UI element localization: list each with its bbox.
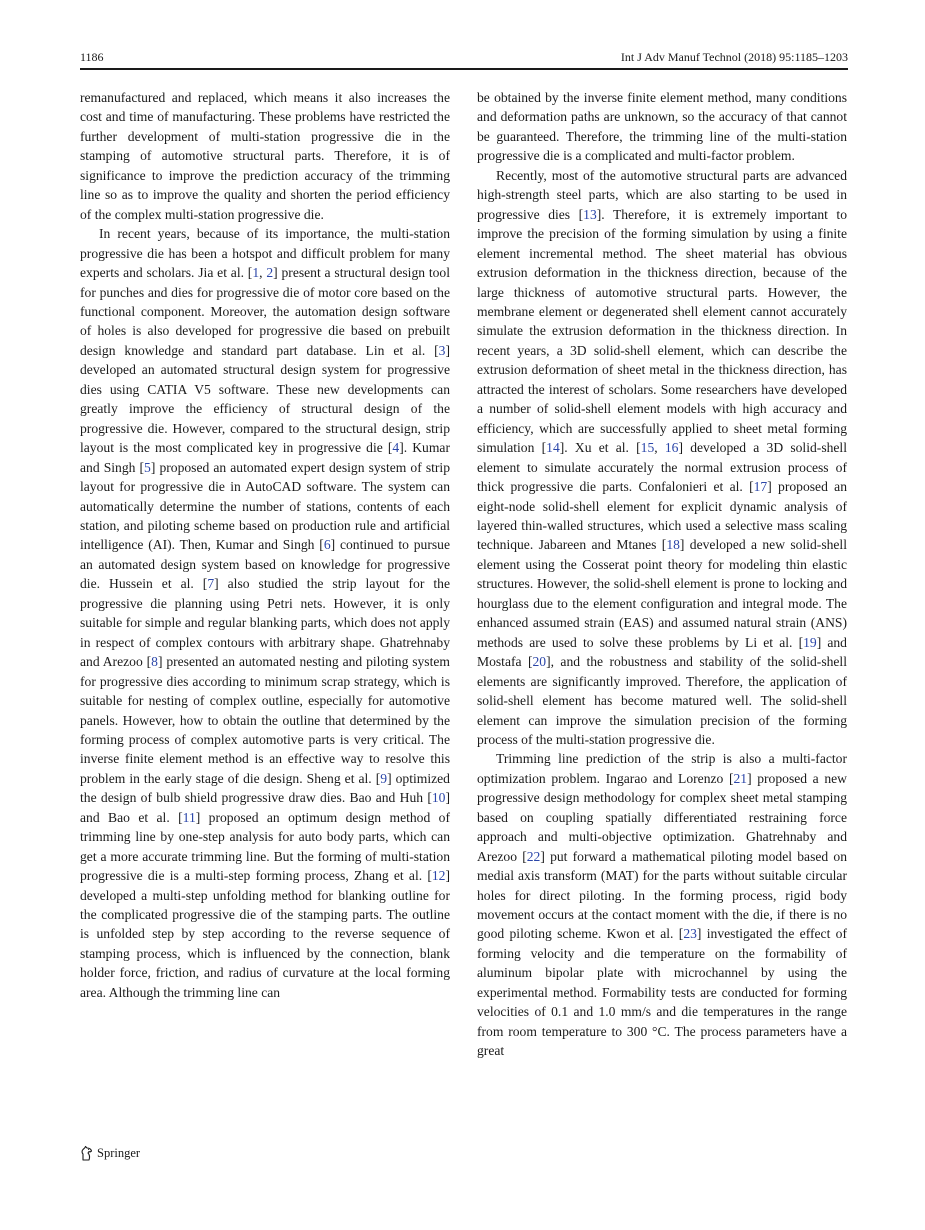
citation-link[interactable]: 21 xyxy=(733,770,748,786)
citation-link[interactable]: 8 xyxy=(151,654,158,670)
page-number: 1186 xyxy=(80,50,104,64)
citation-link[interactable]: 13 xyxy=(583,206,597,222)
paragraph xyxy=(80,224,450,1002)
text-run: , xyxy=(259,265,267,281)
citation-link[interactable]: 6 xyxy=(323,537,331,553)
citation-link[interactable]: 15 xyxy=(640,440,655,456)
citation-link[interactable]: 9 xyxy=(380,770,388,786)
paragraph xyxy=(477,166,847,750)
citation-link[interactable]: 20 xyxy=(532,654,547,670)
citation-link[interactable]: 7 xyxy=(207,576,215,592)
text-run: Recently, most of the automotive structural parts are advanced high-strength steel parts, which are also starting to be used in progressive dies [ xyxy=(477,167,847,222)
text-run: ] developed a multi-step unfolding method for blanking outline for the complicated progressive die of the stamping parts. The outline is unfolded step by step according to the reverse sequence of stamping process, which is influenced by the connection, blank holder force, friction, and radius of curvature at the local forming area. Although the trimming line can xyxy=(80,868,450,1000)
left-column xyxy=(80,88,450,1002)
text-run: ] proposed an optimum design method of trimming line by one-step analysis for auto body parts, which can get a more accurate trimming line. But the forming of multi-station progressive die is a multi-step forming process, Zhang et al. [ xyxy=(80,809,450,884)
running-header xyxy=(80,50,848,68)
text-run: ] and Mostafa [ xyxy=(477,634,847,670)
citation-link[interactable]: 1 xyxy=(252,265,260,281)
text-run: ]. Kumar and Singh [ xyxy=(80,440,450,475)
text-run: ] also studied the strip layout for the progressive die planning using Petri nets. However, it is only suitable for simple and regular blanking parts, which does not apply in respect of complex contours with arbitrary shape. Ghatrehnaby and Arezoo [ xyxy=(80,576,450,670)
citation-link[interactable]: 22 xyxy=(526,848,541,864)
text-run: ], and the robustness and stability of the solid-shell elements are significantly improved. Therefore, the application of solid-shell element has become matured well. The solid-shell element can improve the simulation precision of the forming process of the multi-station progressive die. xyxy=(477,654,847,747)
paragraph xyxy=(477,749,847,1060)
text-run: ] put forward a mathematical piloting model based on medial axis transform (MAT) for the parts without suitable circular holes for direct piloting. In the forming process, rigid body movement occurs at the contact moment with the die, if there is no good piloting scheme. Kwon et al. [ xyxy=(477,848,847,942)
citation-link[interactable]: 16 xyxy=(664,440,679,456)
citation-link[interactable]: 11 xyxy=(182,809,196,825)
text-run: ] investigated the effect of forming velocity and die temperature on the formability of aluminum bipolar plate with microchannel by using the experimental method. Formability tests are conducted for forming velocities of 0.1 and 1.0 mm/s and die temperatures in the range from room temperature to 300 °C. The process parameters have a great xyxy=(477,926,847,1059)
citation-link[interactable]: 23 xyxy=(683,926,697,942)
text-run: ] and Bao et al. [ xyxy=(80,790,450,825)
citation-link[interactable]: 17 xyxy=(753,479,768,495)
citation-link[interactable]: 19 xyxy=(803,634,817,650)
text-run: ] proposed an automated expert design system of strip layout for progressive die in AutoCAD software. The system can automatically determine the number of stations, contents of each station, and piloting scheme based on production rule and artificial intelligence (AI). Then, Kumar and Singh [ xyxy=(80,459,450,553)
citation-link[interactable]: 3 xyxy=(438,342,446,358)
journal-reference: Int J Adv Manuf Technol (2018) 95:1185–1203 xyxy=(620,50,848,64)
text-run: , xyxy=(654,440,665,456)
page-footer xyxy=(80,1145,140,1161)
paragraph: remanufactured and replaced, which means it also increases the cost and time of manufacturing. These problems have restricted the further development of multi-station progressive die in the stamping of automotive structural parts. Therefore, it is of significance to improve the prediction accuracy of the trimming line so as to improve the quality and shorten the period efficiency of the complex multi-station progressive die. xyxy=(80,90,450,222)
citation-link[interactable]: 18 xyxy=(666,537,680,553)
citation-link[interactable]: 14 xyxy=(546,440,560,456)
text-run: ] developed a 3D solid-shell element to simulate accurately the normal extrusion process of thick progressive die parts. Confalonieri et al. [ xyxy=(477,440,847,495)
publisher-name: Springer xyxy=(97,1145,141,1160)
citation-link[interactable]: 2 xyxy=(266,265,274,281)
citation-link[interactable]: 12 xyxy=(431,868,446,884)
text-run: ] developed a new solid-shell element using the Cosserat point theory for modeling thin elastic structures. However, the solid-shell element is prone to locking and hourglass due to the element configuration and integral mode. The enhanced assumed strain (EAS) and assumed natural strain (ANS) methods are used to solve these problems by Li et al. [ xyxy=(477,537,847,650)
citation-link[interactable]: 4 xyxy=(392,440,400,456)
text-run: Trimming line prediction of the strip is also a multi-factor optimization problem. Ingarao and Lorenzo [ xyxy=(477,751,847,786)
citation-link[interactable]: 10 xyxy=(431,790,446,806)
text-run: ]. Xu et al. [ xyxy=(559,440,641,456)
text-run: ] present a structural design tool for punches and dies for progressive die of motor core based on the functional component. Moreover, the automation design software of holes is also developed for progressive die based on prebuilt design knowledge and standard part database. Lin et al. [ xyxy=(80,265,451,358)
text-run: ] optimized the design of bulb shield progressive draw dies. Bao and Huh [ xyxy=(80,770,450,806)
springer-horse-icon xyxy=(80,1145,94,1161)
right-column xyxy=(477,88,847,1061)
paragraph: be obtained by the inverse finite element method, many conditions and deformation paths are unknown, so the accuracy of that cannot be guaranteed. Therefore, the trimming line of the multi-station progressive die is a complicated and multi-factor problem. xyxy=(477,90,847,164)
text-run: ] developed an automated structural design system for progressive dies using CATIA V5 software. These new developments can greatly improve the efficiency of structural design of the progressive die. However, compared to the structural design, strip layout is the most complicated key in progressive die [ xyxy=(80,342,450,456)
text-run: ] continued to pursue an automated design system based on knowledge for progressive die. Hussein et al. [ xyxy=(80,537,450,592)
citation-link[interactable]: 5 xyxy=(144,459,151,475)
text-run: ] proposed a new progressive design methodology for complex sheet metal stamping based on coupling spatially differentiated restraining force approach and multi-objective optimization. Ghatrehnaby and Arezoo [ xyxy=(477,770,847,864)
text-run: ]. Therefore, it is extremely important to improve the precision of the forming simulation by using a finite element incremental method. The sheet material has obvious extrusion deformation in the thickness direction, because of the large thickness of automotive structural parts. However, the membrane element or degenerated shell element cannot accurately simulate the extrusion deformation in the thickness direction. In recent years, a 3D solid-shell element, which can describe the extrusion deformation of sheet metal in the thickness direction, has attracted the interest of scholars. Some researchers have developed a number of solid-shell element models with high accuracy and efficiency, which are successfully applied to sheet metal forming simulation [ xyxy=(477,206,847,456)
text-run: ] presented an automated nesting and piloting system for progressive dies according to minimum scrap strategy, which is suitable for nesting of complex outline, especially for automotive panels. However, how to obtain the outline that determined by the forming process of complex automotive parts is very critical. The inverse finite element method is an effective way to resolve this problem in the early stage of die design. Sheng et al. [ xyxy=(80,654,450,786)
text-run: ] proposed an eight-node solid-shell element for explicit dynamic analysis of layered thin-walled structures, which used a selective mass scaling technique. Jabareen and Mtanes [ xyxy=(477,479,847,553)
text-run: In recent years, because of its importance, the multi-station progressive die has been a hotspot and difficult problem for many experts and scholars. Jia et al. [ xyxy=(80,226,450,281)
header-rule xyxy=(80,68,848,70)
